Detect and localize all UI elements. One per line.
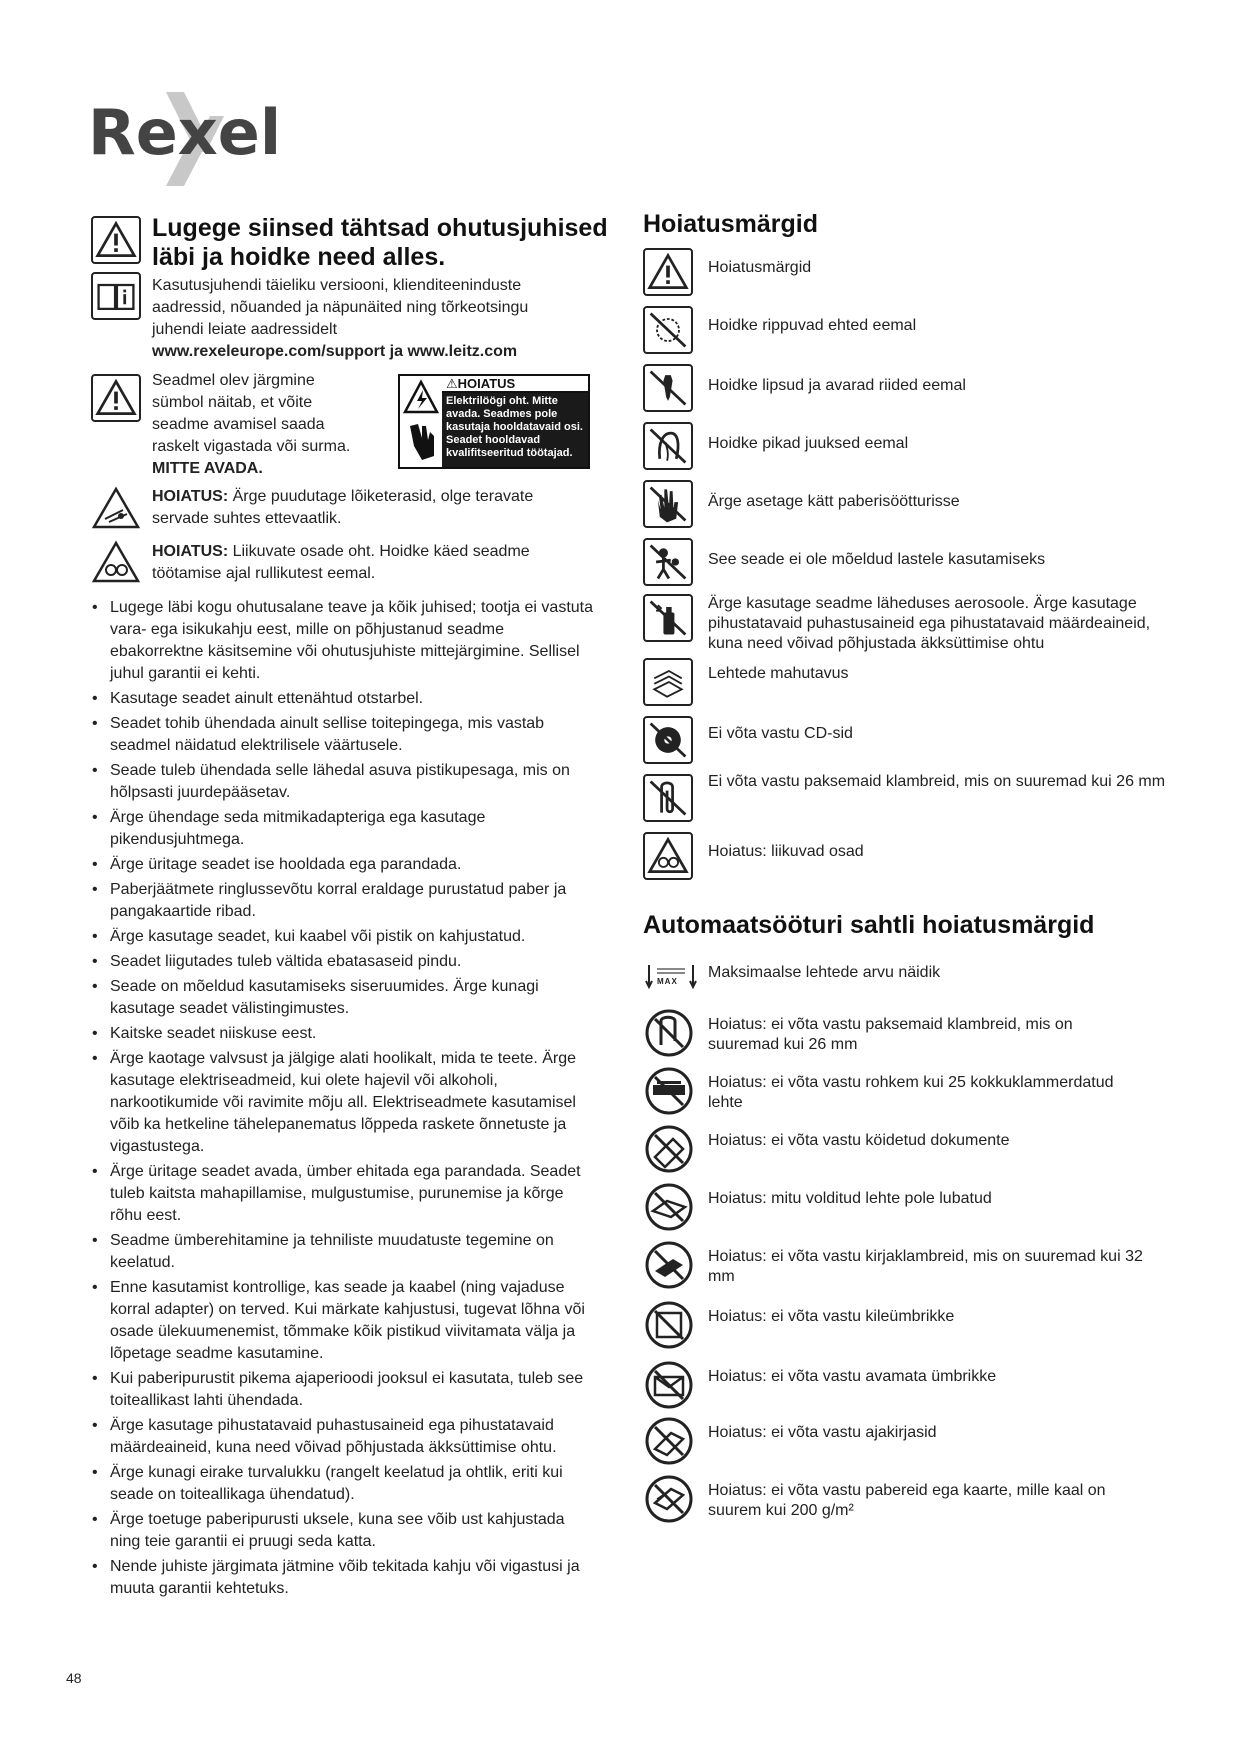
bullet-item: • Seade tuleb ühendada selle lähedal asuva pistikupesaga, mis on hõlpsasti juurdepääsetav. xyxy=(92,760,597,804)
warning-label: HOIATUS: xyxy=(152,488,229,505)
no-large-clips-icon xyxy=(643,1007,695,1059)
feeder-sign-label: Hoiatus: ei võta vastu paksemaid klambreid, mis on suuremad kui 26 mm xyxy=(708,1016,1073,1053)
feeder-sign-label: Hoiatus: mitu volditud lehte pole lubatud xyxy=(708,1190,992,1207)
bullet-item: • Ärge kasutage seadet, kui kaabel või pistik on kahjustatud. xyxy=(92,926,597,948)
feeder-sign-label: Hoiatus: ei võta vastu kirjaklambreid, mis on suuremad kui 32 mm xyxy=(708,1248,1143,1285)
no-bound-docs-icon xyxy=(643,1123,695,1175)
no-thick-clips-icon xyxy=(643,774,693,822)
feeder-sign-label: Hoiatus: ei võta vastu rohkem kui 25 kokkuklammerdatud lehte xyxy=(708,1074,1114,1111)
bullet-item: • Seadet tohib ühendada ainult sellise toitepingega, mis vastab seadmel näidatud elektrilisele väärtusele. xyxy=(92,713,597,757)
bullet-item: • Seadet liigutades tuleb vältida ebatasaseid pindu. xyxy=(92,951,597,973)
feeder-sign-label: Hoiatus: ei võta vastu avamata ümbrikke xyxy=(708,1368,997,1385)
moving-parts-icon xyxy=(643,832,693,880)
warning-triangle-icon xyxy=(91,374,141,422)
no-padded-envelopes-icon xyxy=(643,1299,695,1351)
max-fill-icon xyxy=(645,963,697,994)
warning-text: Liikuvate osade oht. Hoidke käed seadme töötamise ajal rullikutest eemal. xyxy=(152,543,530,582)
no-hand-icon xyxy=(643,480,693,528)
no-aerosol-icon xyxy=(643,594,693,642)
no-open-envelopes-icon xyxy=(643,1359,695,1411)
electric-shock-warning-box xyxy=(398,374,590,469)
warning-box-body: Elektrilöögi oht. Mitte avada. Seadmes pole kasutaja hooldatavaid osi. Seadet hooldavad kvalifitseeritud töötajad. xyxy=(446,395,583,459)
warning-signs-list xyxy=(643,248,1183,888)
bullet-item: • Kaitske seadet niiskuse eest. xyxy=(92,1023,597,1045)
sheet-capacity-icon xyxy=(643,658,693,706)
no-jewellery-icon xyxy=(643,306,693,354)
manual-book-icon xyxy=(91,272,141,320)
bullet-item: • Seade on mõeldud kasutamiseks siseruumides. Ärge kunagi kasutage seadet välistingimustes. xyxy=(92,976,597,1020)
feeder-signs-list xyxy=(643,955,1183,1525)
no-children-icon xyxy=(643,538,693,586)
bullet-item: • Kui paberipurustit pikema ajaperioodi jooksul ei kasutata, tuleb see toiteallikast lahti ühendada. xyxy=(92,1368,597,1412)
bullet-item: • Ärge kaotage valvsust ja jälgige alati hoolikalt, mida te teete. Ärge kasutage elektriseadmeid, kui olete hajevil või alkoholi, narkootikumide või ravimite mõju all. Elektriseadmete kasutamisel võib ka hetkeline tähelepanematus lõppeda raskete õnnetuste ja vigastustega. xyxy=(92,1048,597,1158)
warning-sign-label: See seade ei ole mõeldud lastele kasutamiseks xyxy=(708,551,1046,568)
bullet-item: • Seadme ümberehitamine ja tehniliste muudatuste tegemine on keelatud. xyxy=(92,1230,597,1274)
no-long-hair-icon xyxy=(643,422,693,470)
bullet-item: • Ärge üritage seadet avada, ümber ehitada ega parandada. Seadet tuleb kaitsta mahapillamise, mulgustumise, purunemise ja kõrge rõhu eest. xyxy=(92,1161,597,1227)
moving-parts-icon xyxy=(91,540,141,584)
bullet-item: • Ärge ühendage seda mitmikadapteriga ega kasutage pikendusjuhtmega. xyxy=(92,807,597,851)
warning-sign-label: Hoiatusmärgid xyxy=(708,259,812,276)
bullet-item: • Ärge toetuge paberipurusti uksele, kuna see võib ust kahjustada ning teie garantii ei pruugi seda katta. xyxy=(92,1509,597,1553)
bullet-item: • Ärge kasutage pihustatavaid puhastusaineid ega pihustatavaid määrdeaineid, kuna need võivad põhjustada äkksüttimise ohtu. xyxy=(92,1415,597,1459)
warning-sign-label: Ei võta vastu CD-sid xyxy=(708,725,853,742)
no-tie-icon xyxy=(643,364,693,412)
logo-wordmark: Rexel xyxy=(88,96,282,169)
warning-sign-label: Ei võta vastu paksemaid klambreid, mis on suuremad kui 26 mm xyxy=(708,773,1166,790)
no-cd-icon xyxy=(643,716,693,764)
page-number: 48 xyxy=(66,1670,82,1686)
no-binder-clips-icon xyxy=(643,1239,695,1291)
rexel-logo xyxy=(88,88,288,188)
no-cardboard-icon xyxy=(643,1473,695,1525)
feeder-signs-heading: Automaatsööturi sahtli hoiatusmärgid xyxy=(643,911,1095,939)
cut-hazard-icon xyxy=(91,486,141,530)
hand-icon xyxy=(410,424,434,460)
warning-signs-heading: Hoiatusmärgid xyxy=(643,210,819,238)
warning-sign-label: Ärge asetage kätt paberisöötturisse xyxy=(708,493,960,510)
safety-bullet-list xyxy=(92,597,597,1603)
max-label: MAX xyxy=(657,977,678,986)
warning-triangle-icon xyxy=(91,216,141,264)
feeder-sign-label: Maksimaalse lehtede arvu näidik xyxy=(708,964,941,981)
warning-sign-label: Lehtede mahutavus xyxy=(708,665,849,682)
warning-sign-label: Hoidke lipsud ja avarad riided eemal xyxy=(708,377,966,394)
warning-triangle-icon xyxy=(643,248,693,296)
feeder-sign-label: Hoiatus: ei võta vastu ajakirjasid xyxy=(708,1424,937,1441)
warning-label: HOIATUS: xyxy=(152,543,229,560)
warning-sign-label: Hoiatus: liikuvad osad xyxy=(708,843,864,860)
warning-blades xyxy=(152,486,592,530)
no-stapled-stack-icon xyxy=(643,1065,695,1117)
warning-box-title: ⚠HOIATUS xyxy=(442,376,588,393)
feeder-sign-label: Hoiatus: ei võta vastu köidetud dokumente xyxy=(708,1132,1010,1149)
safety-heading: Lugege siinsed tähtsad ohutusjuhised läbi ja hoidke need alles. xyxy=(152,214,608,271)
bullet-item: • Enne kasutamist kontrollige, kas seade ja kaabel (ning vajaduse korral adapter) on terved. Kui märkate kahjustusi, tugevat lõhna või osade ülekuumenemist, tõmmake kõik pistikud viivitamata välja ja lõpetage seadme kasutamine. xyxy=(92,1277,597,1365)
warning-moving-parts xyxy=(152,541,592,585)
manual-links: www.rexeleurope.com/support ja www.leitz.com xyxy=(152,343,518,360)
manual-info-text: Kasutusjuhendi täieliku versiooni, klienditeeninduste aadressid, nõuanded ja näpunäited ning tõrkeotsingu juhendi leiate aadressidelt xyxy=(152,277,529,338)
bullet-item: • Paberjäätmete ringlussevõtu korral eraldage purustatud paber ja pangakaartide ribad. xyxy=(92,879,597,923)
warning-text: Ärge puudutage lõiketerasid, olge teravate servade suhtes ettevaatlik. xyxy=(152,488,534,527)
bullet-item: • Lugege läbi kogu ohutusalane teave ja kõik juhised; tootja ei vastuta vara- ega isikukahju eest, mille on põhjustanud seadme ebakorrektne käsitsemine või ohutusjuhiste mittejärgimine. Sellisel juhul garantii ei kehti. xyxy=(92,597,597,685)
no-folded-sheets-icon xyxy=(643,1181,695,1233)
warning-sign-label: Hoidke pikad juuksed eemal xyxy=(708,435,909,452)
bullet-item: • Nende juhiste järgimata jätmine võib tekitada kahju või vigastusi ja muuta garantii kehtetuks. xyxy=(92,1556,597,1600)
feeder-sign-label: Hoiatus: ei võta vastu kileümbrikke xyxy=(708,1308,955,1325)
feeder-sign-label: Hoiatus: ei võta vastu pabereid ega kaarte, mille kaal on suurem kui 200 g/m² xyxy=(708,1482,1106,1519)
warning-sign-label: Hoidke rippuvad ehted eemal xyxy=(708,317,917,334)
no-magazines-icon xyxy=(643,1415,695,1467)
warning-sign-label: Ärge kasutage seadme läheduses aerosoole. Ärge kasutage pihustatavaid puhastusaineid ega pihustatavaid määrdeaineid, kuna need võivad põhjustada äkksüttimise ohtu xyxy=(708,595,1151,652)
do-not-open-text: MITTE AVADA. xyxy=(152,460,263,477)
bullet-item: • Ärge kunagi eirake turvalukku (rangelt keelatud ja ohtlik, eriti kui seade on toiteallikaga ühendatud). xyxy=(92,1462,597,1506)
symbol-explanation: Seadmel olev järgmine sümbol näitab, et võite seadme avamisel saada raskelt vigastada või surma. xyxy=(152,372,351,455)
bullet-item: • Kasutage seadet ainult ettenähtud otstarbel. xyxy=(92,688,597,710)
warning-box-title-text: HOIATUS xyxy=(457,376,516,391)
bullet-item: • Ärge üritage seadet ise hooldada ega parandada. xyxy=(92,854,597,876)
